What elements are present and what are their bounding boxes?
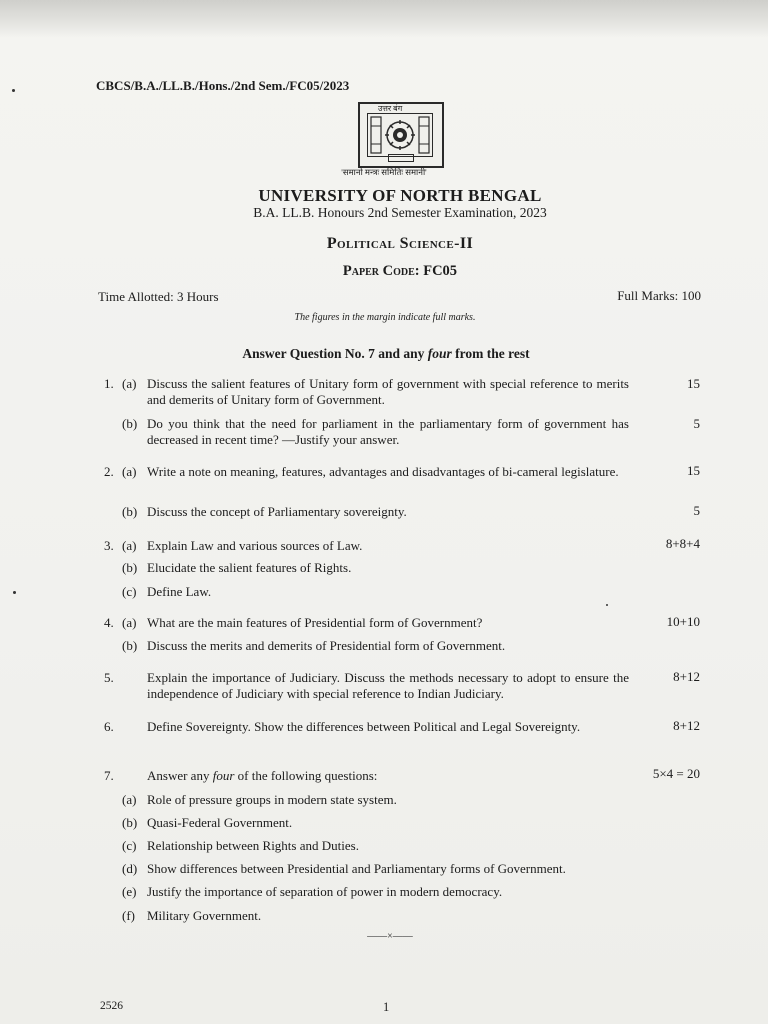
- sub-label: (c): [122, 584, 137, 599]
- question-marks: 5: [693, 416, 700, 431]
- university-logo: [358, 102, 444, 168]
- question-text: Military Government.: [147, 908, 262, 923]
- footer-code: 2526: [100, 1000, 123, 1012]
- exam-title: B.A. LL.B. Honours 2nd Semester Examination, 2023: [253, 205, 547, 220]
- sub-label: (a): [122, 376, 137, 391]
- sub-label: (b): [122, 815, 138, 830]
- sub-label: (b): [122, 560, 138, 575]
- logo-top-text: उत्तर बंग: [378, 104, 403, 113]
- question-number: 4.: [104, 615, 114, 630]
- question-text: Discuss the concept of Parliamentary sovereignty.: [147, 504, 407, 519]
- question-number: 1.: [104, 376, 114, 391]
- question-number: 7.: [104, 768, 114, 783]
- margin-note: The figures in the margin indicate full marks.: [294, 312, 476, 323]
- question-number: 2.: [104, 464, 114, 479]
- question-marks: 15: [687, 376, 700, 391]
- logo-emblem: [367, 113, 433, 157]
- sub-label: (a): [122, 792, 137, 807]
- page-number: 1: [383, 1000, 390, 1014]
- sub-label: (b): [122, 638, 138, 653]
- scan-speck: [606, 604, 608, 606]
- question-marks: 10+10: [666, 614, 700, 629]
- paper-reference: CBCS/B.A./LL.B./Hons./2nd Sem./FC05/2023: [96, 78, 350, 93]
- question-marks: 8+12: [673, 718, 700, 733]
- question-text: Discuss the merits and demerits of Presidential form of Government.: [147, 638, 506, 653]
- logo-scroll: [388, 154, 414, 162]
- question-text: Explain Law and various sources of Law.: [147, 538, 363, 553]
- sub-label: (c): [122, 838, 137, 853]
- university-name: UNIVERSITY OF NORTH BENGAL: [258, 186, 542, 205]
- sub-label: (b): [122, 504, 138, 519]
- question-text: Write a note on meaning, features, advantages and disadvantages of bi-cameral legislature.: [147, 464, 619, 479]
- sub-label: (e): [122, 884, 137, 899]
- instruction: Answer Question No. 7 and any four from the rest: [242, 346, 530, 361]
- question-text: Discuss the salient features of Unitary form of government with special reference to merits and demerits of Unitary form of Government.: [147, 376, 629, 407]
- sub-label: (a): [122, 538, 137, 553]
- sub-label: (d): [122, 861, 138, 876]
- question-text: Do you think that the need for parliament in the parliamentary form of government has decreased in recent time? —Justify your answer.: [147, 416, 629, 447]
- sub-label: (a): [122, 464, 137, 479]
- sub-label: (f): [122, 908, 135, 923]
- question-marks: 5: [693, 503, 700, 518]
- paper-code: Paper Code: FC05: [342, 263, 458, 279]
- question-number: 6.: [104, 719, 114, 734]
- end-mark: ——×——: [367, 931, 413, 942]
- sub-label: (a): [122, 615, 137, 630]
- question-number: 3.: [104, 538, 114, 553]
- question-marks: 8+12: [673, 669, 700, 684]
- time-allotted: Time Allotted: 3 Hours: [98, 289, 219, 304]
- question-text: Show differences between Presidential and Parliamentary forms of Government.: [147, 861, 566, 876]
- subject-title: Political Science-II: [326, 235, 474, 252]
- question-text: Define Sovereignty. Show the differences between Political and Legal Sovereignty.: [147, 719, 581, 734]
- question-text: Role of pressure groups in modern state system.: [147, 792, 397, 807]
- question-text: Define Law.: [147, 584, 212, 599]
- question-text: Relationship between Rights and Duties.: [147, 838, 359, 853]
- question-text: Quasi-Federal Government.: [147, 815, 293, 830]
- question-marks: 15: [687, 463, 700, 478]
- question-number: 5.: [104, 670, 114, 685]
- scan-shadow: [0, 0, 768, 38]
- question-text: Elucidate the salient features of Rights.: [147, 560, 352, 575]
- question-text: Justify the importance of separation of power in modern democracy.: [147, 884, 503, 899]
- sub-label: (b): [122, 416, 138, 431]
- university-motto: 'समानो मन्त्रः समितिः समानी': [341, 167, 427, 177]
- question-text: Explain the importance of Judiciary. Discuss the methods necessary to adopt to ensure the independence of Judiciary with special reference to Indian Judiciary.: [147, 670, 629, 701]
- scan-speck: [12, 89, 15, 92]
- scan-speck: [13, 591, 16, 594]
- question-text: What are the main features of Presidential form of Government?: [147, 615, 483, 630]
- full-marks: Full Marks: 100: [617, 288, 701, 303]
- question-text: Answer any four of the following questions:: [147, 768, 378, 783]
- question-marks: 8+8+4: [665, 536, 700, 551]
- question-marks: 5×4 = 20: [652, 766, 700, 781]
